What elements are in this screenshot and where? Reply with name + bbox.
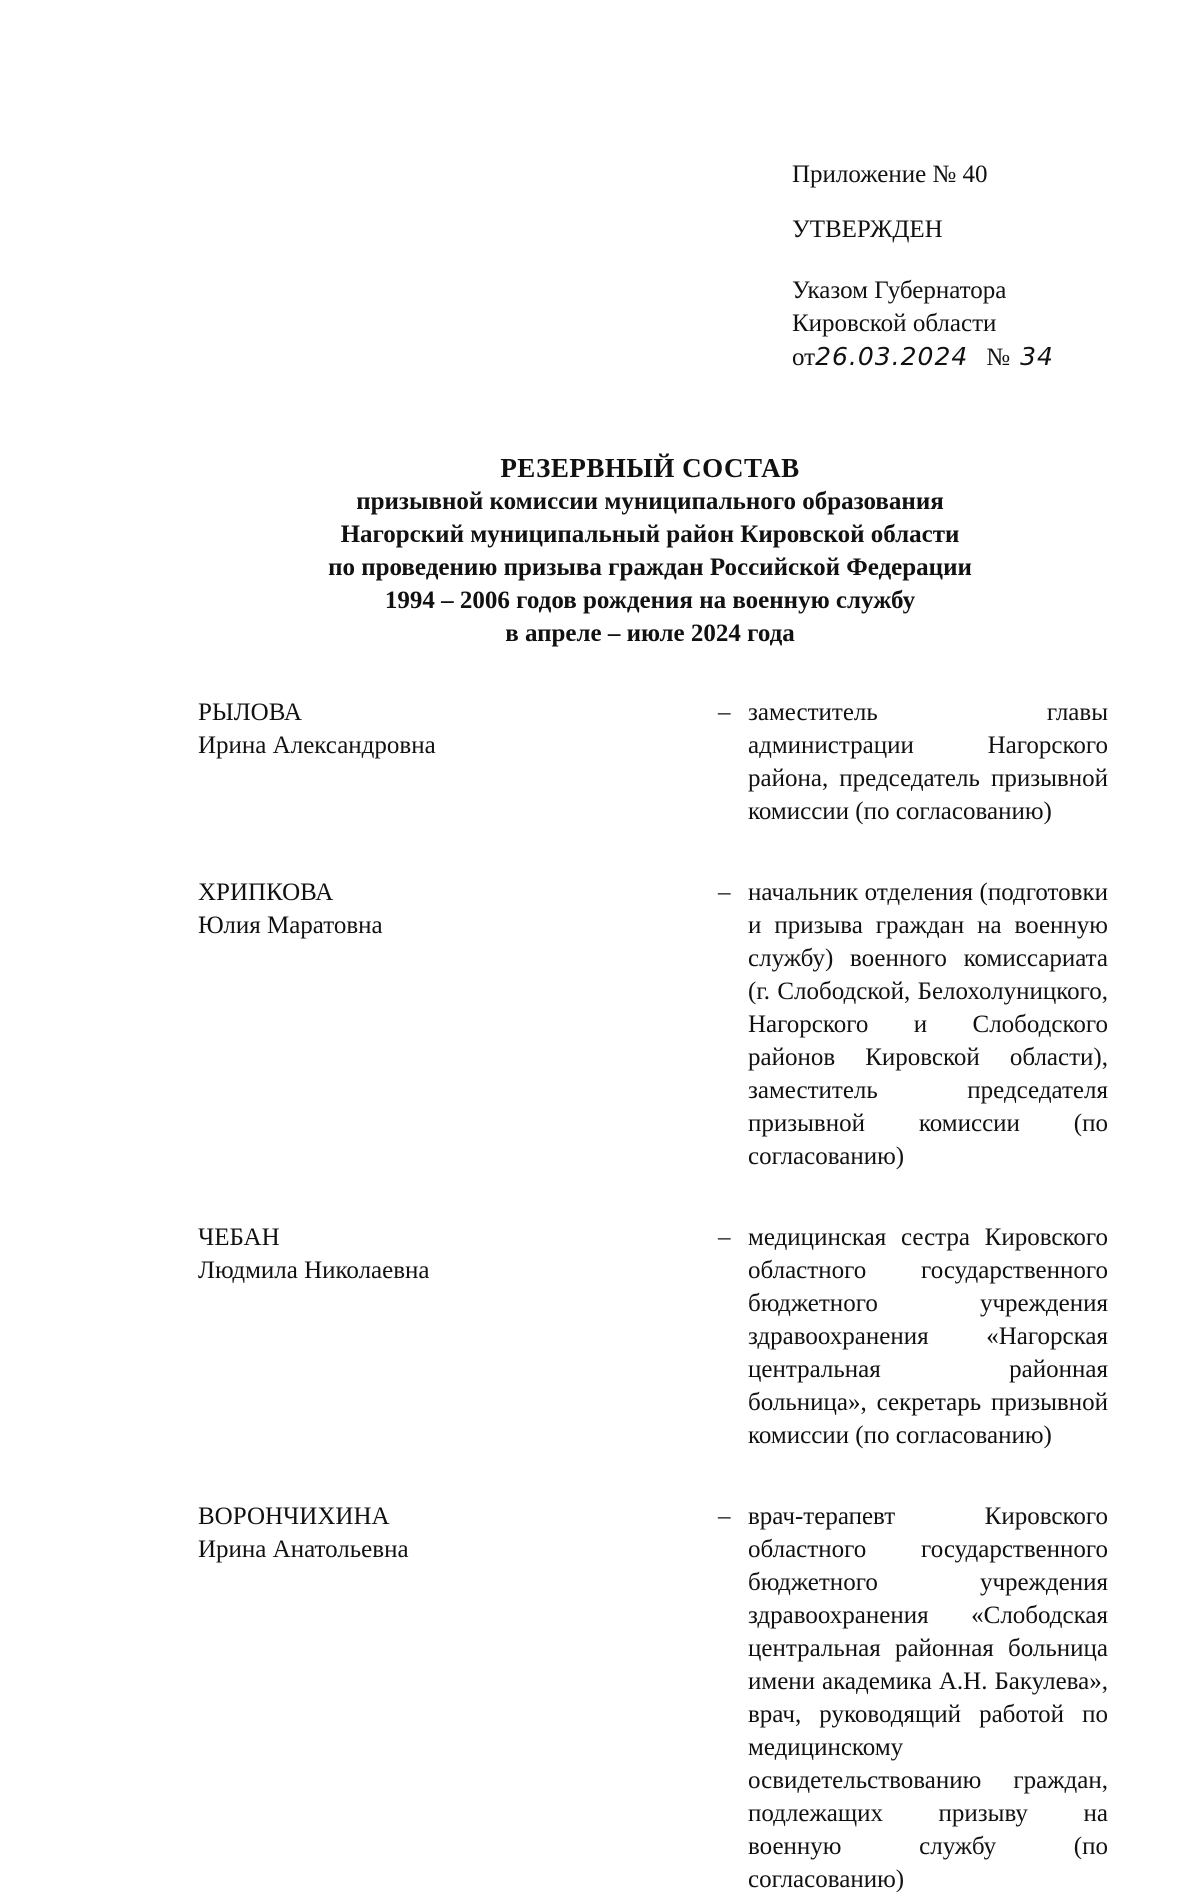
decree-line-2: Кировской области [792,310,997,337]
date-prefix: от [792,344,816,371]
member-dash: – [718,1224,731,1251]
title-line-3: по проведению призыва граждан Российской Федерации [328,554,972,581]
member-role: медицинская сестра Кировского областного государственного бюджетного учреждения здравоохранения «Нагорская центральная районная больница», секретарь призывной комиссии (по согласованию) [748,1224,1108,1449]
approval-block [792,158,1152,374]
member-role: начальник отделения (подготовки и призыва граждан на военную службу) военного комиссариата (г. Слободской, Белохолуницкого, Нагорского и Слободского районов Кировской области), заместитель председателя призывной комиссии (по согласованию) [748,879,1108,1170]
decree-line-1: Указом Губернатора [792,277,1007,304]
handwritten-date: 26.03.2024 [815,342,969,371]
appendix-number: Приложение № 40 [792,161,988,188]
member-dash: – [718,1503,731,1530]
number-label: № [986,344,1011,371]
title-main: РЕЗЕРВНЫЙ СОСТАВ [500,453,800,483]
title-line-2: Нагорский муниципальный район Кировской области [340,521,960,548]
member-given-name: Ирина Александровна [198,732,436,759]
member-name [198,1221,538,1452]
title-line-4: 1994 – 2006 годов рождения на военную службу [384,587,916,614]
decree-date-line [792,340,1152,374]
member-given-name: Юлия Маратовна [198,912,383,939]
member-entry [198,1221,1108,1452]
members-list [198,696,1108,1896]
member-dash: – [718,879,731,906]
member-entry [198,876,1108,1173]
member-entry [198,696,1108,828]
member-entry [198,1500,1108,1896]
title-line-5: в апреле – июле 2024 года [505,620,795,647]
title-line-1: призывной комиссии муниципального образования [356,488,944,515]
member-surname: ЧЕБАН [198,1224,280,1251]
approved-label: УТВЕРЖДЕН [792,216,943,243]
member-surname: ХРИПКОВА [198,879,334,906]
member-name [198,696,538,828]
document-title [150,452,1150,650]
member-surname: РЫЛОВА [198,699,302,726]
member-surname: ВОРОНЧИХИНА [198,1503,390,1530]
member-given-name: Людмила Николаевна [198,1257,430,1284]
member-dash: – [718,699,731,726]
member-name [198,1500,538,1896]
member-role: врач-терапевт Кировского областного государственного бюджетного учреждения здравоохранения «Слободская центральная районная больница имени академика А.Н. Бакулева», врач, руководящий работой по медицинскому освидетельствованию граждан, подлежащих призыву на военную службу (по согласованию) [748,1503,1108,1893]
handwritten-number: 34 [1020,342,1054,371]
member-given-name: Ирина Анатольевна [198,1536,409,1563]
member-role: заместитель главы администрации Нагорского района, председатель призывной комиссии (по согласованию) [748,699,1108,825]
member-name [198,876,538,1173]
